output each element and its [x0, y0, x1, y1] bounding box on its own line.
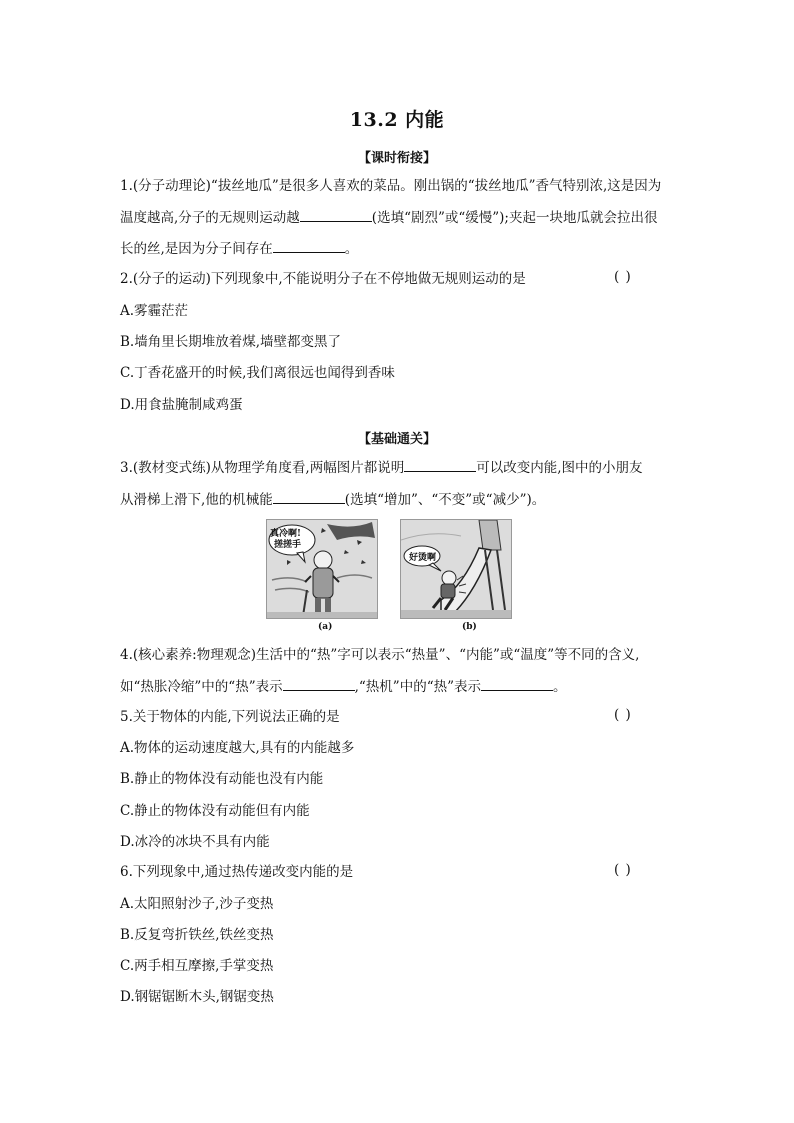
q4-text-b: ,“热机”中的“热”表示 — [354, 679, 482, 695]
q1-text-b: (选填“剧烈”或“缓慢”);夹起一块地瓜就会拉出很 — [371, 210, 658, 226]
answer-blank[interactable] — [300, 207, 372, 222]
q3-text-b: 可以改变内能,图中的小朋友 — [476, 460, 643, 476]
q5-option-b: B.静止的物体没有动能也没有内能 — [120, 771, 324, 787]
q2-stem: 2.(分子的运动)下列现象中,不能说明分子在不停地做无规则运动的是 — [120, 271, 526, 287]
q4-text-a: 如“热胀冷缩”中的“热”表示 — [120, 679, 283, 695]
q5-stem: 5.关于物体的内能,下列说法正确的是 — [120, 709, 340, 725]
answer-blank[interactable] — [273, 238, 345, 253]
q3-text-d: (选填“增加”、“不变”或“减少”)。 — [344, 492, 546, 508]
q1-line-3 — [120, 238, 358, 259]
section-heading-basics: 【基础通关】 — [357, 432, 436, 447]
q4-line-1: 4.(核心素养:物理观念)生活中的“热”字可以表示“热量”、“内能”或“温度”等不同的含义, — [120, 647, 640, 663]
figure-b-caption: (b) — [462, 622, 477, 632]
q3-line-2 — [120, 489, 545, 510]
answer-blank[interactable] — [404, 457, 476, 472]
q5-answer-parentheses[interactable]: ( ) — [614, 707, 632, 723]
q4-text-c: 。 — [553, 679, 567, 695]
q3-text-a: 3.(教材变式练)从物理学角度看,两幅图片都说明 — [120, 460, 405, 476]
q3-text-c: 从滑梯上滑下,他的机械能 — [120, 492, 273, 508]
figure-a-caption: (a) — [318, 622, 333, 632]
q2-option-d: D.用食盐腌制咸鸡蛋 — [120, 397, 243, 413]
q2-option-b: B.墙角里长期堆放着煤,墙壁都变黑了 — [120, 334, 342, 350]
q6-option-b: B.反复弯折铁丝,铁丝变热 — [120, 927, 274, 943]
q6-stem: 6.下列现象中,通过热传递改变内能的是 — [120, 864, 354, 880]
q2-option-c: C.丁香花盛开的时候,我们离很远也闻得到香味 — [120, 365, 395, 381]
q1-line-2 — [120, 207, 658, 228]
bubble-hot: 好烫啊 — [409, 553, 437, 563]
page-title: 13.2 内能 — [349, 109, 445, 131]
q5-option-a: A.物体的运动速度越大,具有的内能越多 — [120, 740, 355, 756]
q3-line-1 — [120, 457, 643, 478]
answer-blank[interactable] — [273, 489, 345, 504]
q1-text-d: 。 — [344, 241, 359, 257]
q5-option-d: D.冰冷的冰块不具有内能 — [120, 834, 270, 850]
figure-a-cold-man — [266, 519, 378, 619]
q1-text-c: 长的丝,是因为分子间存在 — [120, 241, 273, 257]
section-heading-lesson-link: 【课时衔接】 — [357, 151, 436, 166]
q6-option-c: C.两手相互摩擦,手掌变热 — [120, 958, 274, 974]
bubble-cold-line-2: 搓搓手 — [274, 540, 302, 550]
figure-b-slide-child — [400, 519, 512, 619]
q2-option-a: A.雾霾茫茫 — [120, 303, 189, 319]
q1-text-a: 温度越高,分子的无规则运动越 — [120, 210, 300, 226]
q1-line-1: 1.(分子动理论)“拔丝地瓜”是很多人喜欢的菜品。刚出锅的“拔丝地瓜”香气特别浓,这是因为 — [120, 178, 662, 194]
q6-option-a: A.太阳照射沙子,沙子变热 — [120, 896, 274, 912]
q6-option-d: D.钢锯锯断木头,钢锯变热 — [120, 989, 274, 1005]
q3-figures — [266, 519, 526, 637]
answer-blank[interactable] — [481, 676, 553, 691]
q5-option-c: C.静止的物体没有动能但有内能 — [120, 803, 310, 819]
q4-line-2 — [120, 676, 567, 697]
q2-answer-parentheses[interactable]: ( ) — [614, 269, 632, 285]
bubble-cold-line-1: 真冷啊! — [270, 529, 301, 539]
answer-blank[interactable] — [283, 676, 355, 691]
q6-answer-parentheses[interactable]: ( ) — [614, 862, 632, 878]
